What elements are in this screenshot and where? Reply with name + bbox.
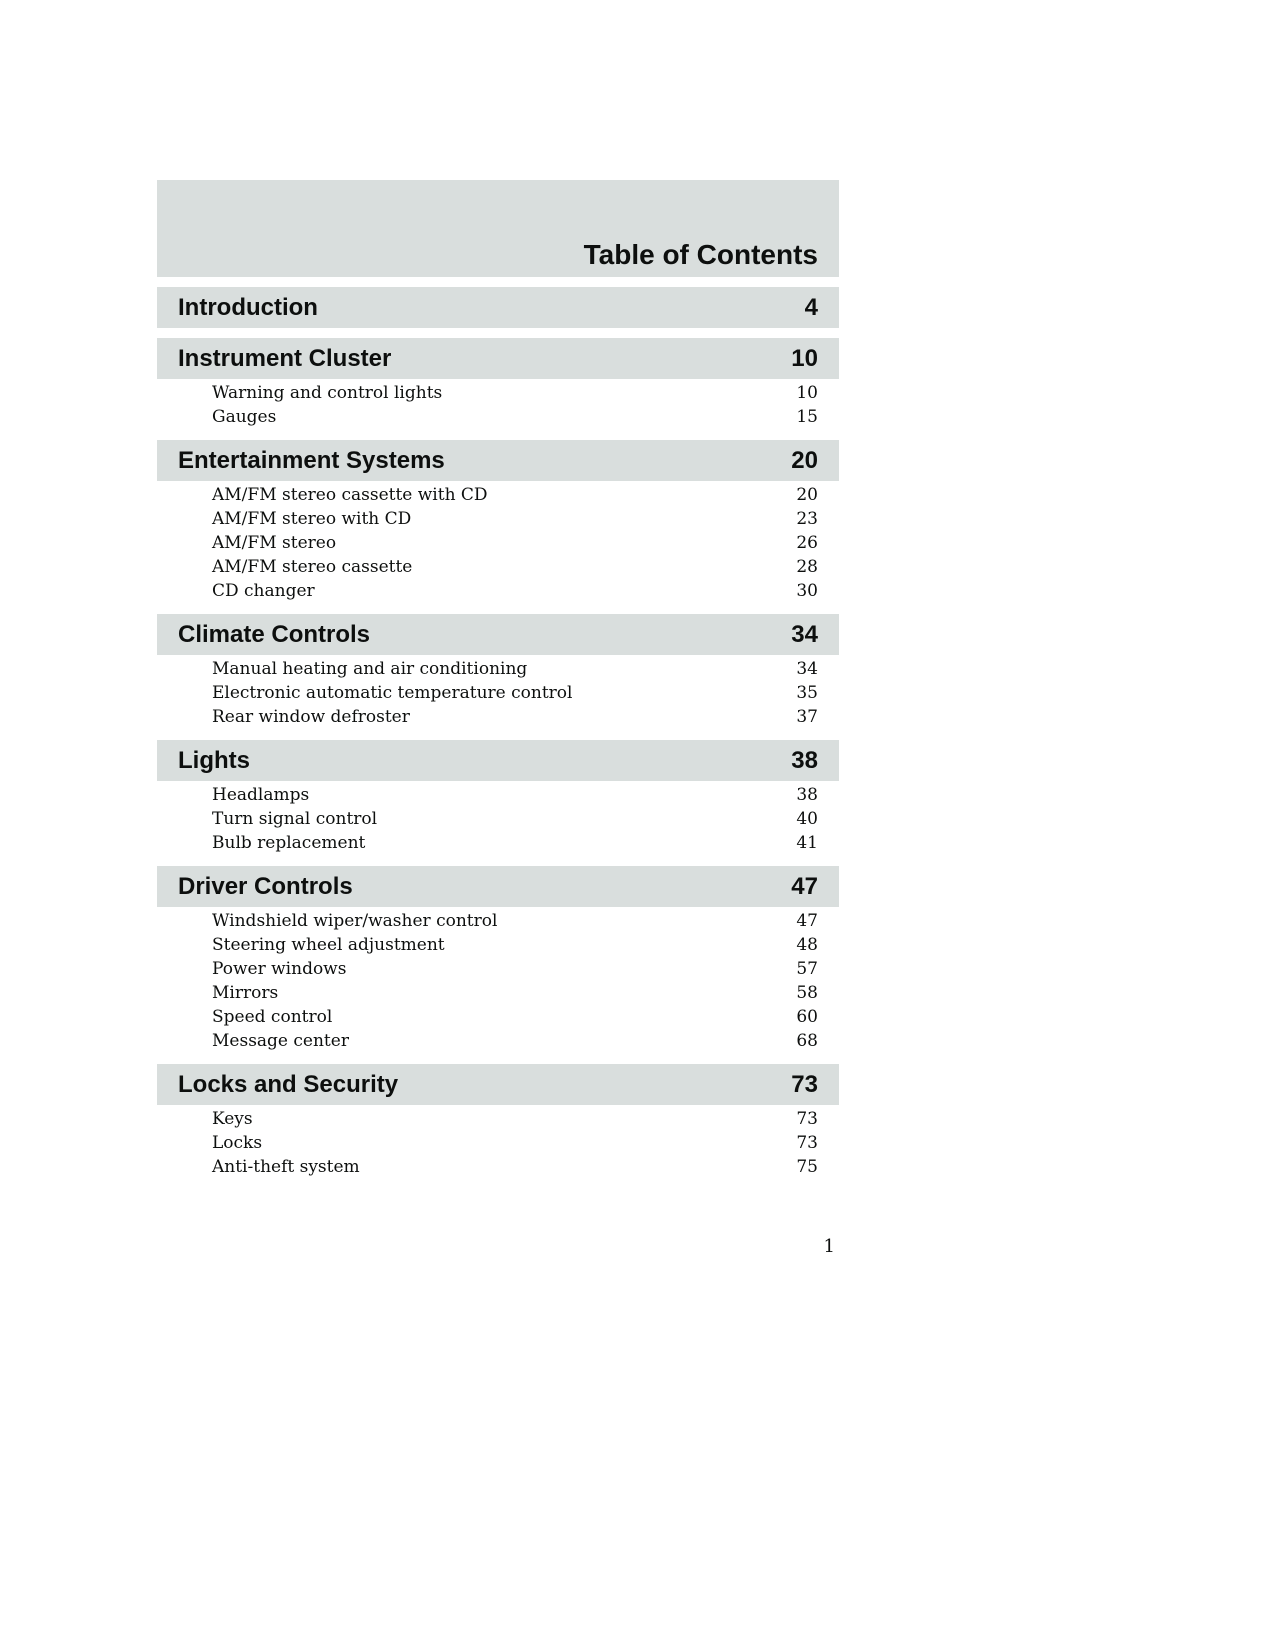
toc-entry-label: Bulb replacement [212,833,366,853]
section-page-number: 34 [791,620,818,648]
toc-entry-page-number: 48 [796,935,818,955]
section-title: Driver Controls [178,872,353,900]
toc-section [157,338,839,430]
toc-entry [157,981,839,1005]
page-title: Table of Contents [583,238,818,270]
toc-entry [157,807,839,831]
toc-entry-label: Gauges [212,407,277,427]
section-items [157,1105,839,1180]
toc-entry-label: Steering wheel adjustment [212,935,445,955]
toc-header-box [157,180,839,277]
toc-entry-label: Keys [212,1109,253,1129]
toc-entry [157,657,839,681]
toc-section [157,1064,839,1180]
toc-entry-page-number: 60 [796,1007,818,1027]
toc-entry-page-number: 23 [796,509,818,529]
toc-entry [157,483,839,507]
toc-entry-page-number: 20 [796,485,818,505]
toc-entry-label: Speed control [212,1007,333,1027]
toc-entry-page-number: 47 [796,911,818,931]
toc-entry-label: Anti-theft system [212,1157,360,1177]
toc-entry-label: Windshield wiper/washer control [212,911,498,931]
section-page-number: 47 [791,872,818,900]
section-header-bar [157,1064,839,1105]
toc-entry [157,381,839,405]
toc-entry [157,531,839,555]
toc-entry-label: Warning and control lights [212,383,443,403]
toc-entry-page-number: 41 [796,833,818,853]
section-header-bar [157,614,839,655]
toc-entry-page-number: 26 [796,533,818,553]
toc-section [157,287,839,328]
toc-section [157,866,839,1054]
section-page-number: 10 [791,344,818,372]
toc-entry [157,957,839,981]
section-page-number: 73 [791,1070,818,1098]
toc-entry [157,579,839,603]
section-items [157,481,839,604]
toc-entry-page-number: 15 [796,407,818,427]
toc-entry-label: Electronic automatic temperature control [212,683,573,703]
section-title: Lights [178,746,250,774]
toc-entry-label: AM/FM stereo with CD [212,509,412,529]
toc-entry-page-number: 68 [796,1031,818,1051]
section-title: Introduction [178,293,318,321]
toc-entry-label: Rear window defroster [212,707,410,727]
toc-entry [157,831,839,855]
toc-entry-label: Locks [212,1133,263,1153]
section-items [157,781,839,856]
toc-entry-label: CD changer [212,581,315,601]
toc-entry-page-number: 37 [796,707,818,727]
toc-entry [157,507,839,531]
toc-entry-page-number: 58 [796,983,818,1003]
section-header-bar [157,338,839,379]
section-items [157,907,839,1054]
toc-entry-label: Headlamps [212,785,310,805]
toc-entry-label: AM/FM stereo [212,533,337,553]
toc-entry-page-number: 35 [796,683,818,703]
section-title: Climate Controls [178,620,371,648]
section-title: Instrument Cluster [178,344,392,372]
toc-entry-page-number: 73 [796,1109,818,1129]
toc-entry [157,1005,839,1029]
toc-entry-label: Manual heating and air conditioning [212,659,528,679]
section-page-number: 20 [791,446,818,474]
toc-entry-page-number: 75 [796,1157,818,1177]
toc-entry-page-number: 28 [796,557,818,577]
toc-section [157,740,839,856]
toc-entry [157,1029,839,1053]
toc-entry [157,1131,839,1155]
toc-entry [157,933,839,957]
toc-entry [157,555,839,579]
toc-entry-page-number: 57 [796,959,818,979]
toc-entry [157,909,839,933]
section-header-bar [157,287,839,328]
toc-entry-label: AM/FM stereo cassette [212,557,413,577]
toc-entry-page-number: 10 [796,383,818,403]
toc-entry-page-number: 40 [796,809,818,829]
toc-entry-label: AM/FM stereo cassette with CD [212,485,488,505]
section-items [157,379,839,430]
toc-entry [157,681,839,705]
section-header-bar [157,440,839,481]
section-header-bar [157,866,839,907]
section-header-bar [157,740,839,781]
toc-entry-label: Power windows [212,959,347,979]
toc-entry-page-number: 34 [796,659,818,679]
toc-entry [157,1155,839,1179]
toc-entry-label: Mirrors [212,983,279,1003]
page-number: 1 [823,1236,835,1257]
section-page-number: 38 [791,746,818,774]
section-items [157,655,839,730]
section-title: Locks and Security [178,1070,399,1098]
section-page-number: 4 [804,293,818,321]
toc-entry [157,1107,839,1131]
toc-entry [157,405,839,429]
toc-section [157,614,839,730]
toc-entry [157,783,839,807]
toc-entry-label: Message center [212,1031,349,1051]
section-title: Entertainment Systems [178,446,445,474]
toc-entry [157,705,839,729]
toc-section [157,440,839,604]
toc-entry-page-number: 73 [796,1133,818,1153]
toc-entry-label: Turn signal control [212,809,378,829]
toc-entry-page-number: 38 [796,785,818,805]
toc-entry-page-number: 30 [796,581,818,601]
toc-sections [157,287,839,1180]
toc-content [157,180,839,1259]
